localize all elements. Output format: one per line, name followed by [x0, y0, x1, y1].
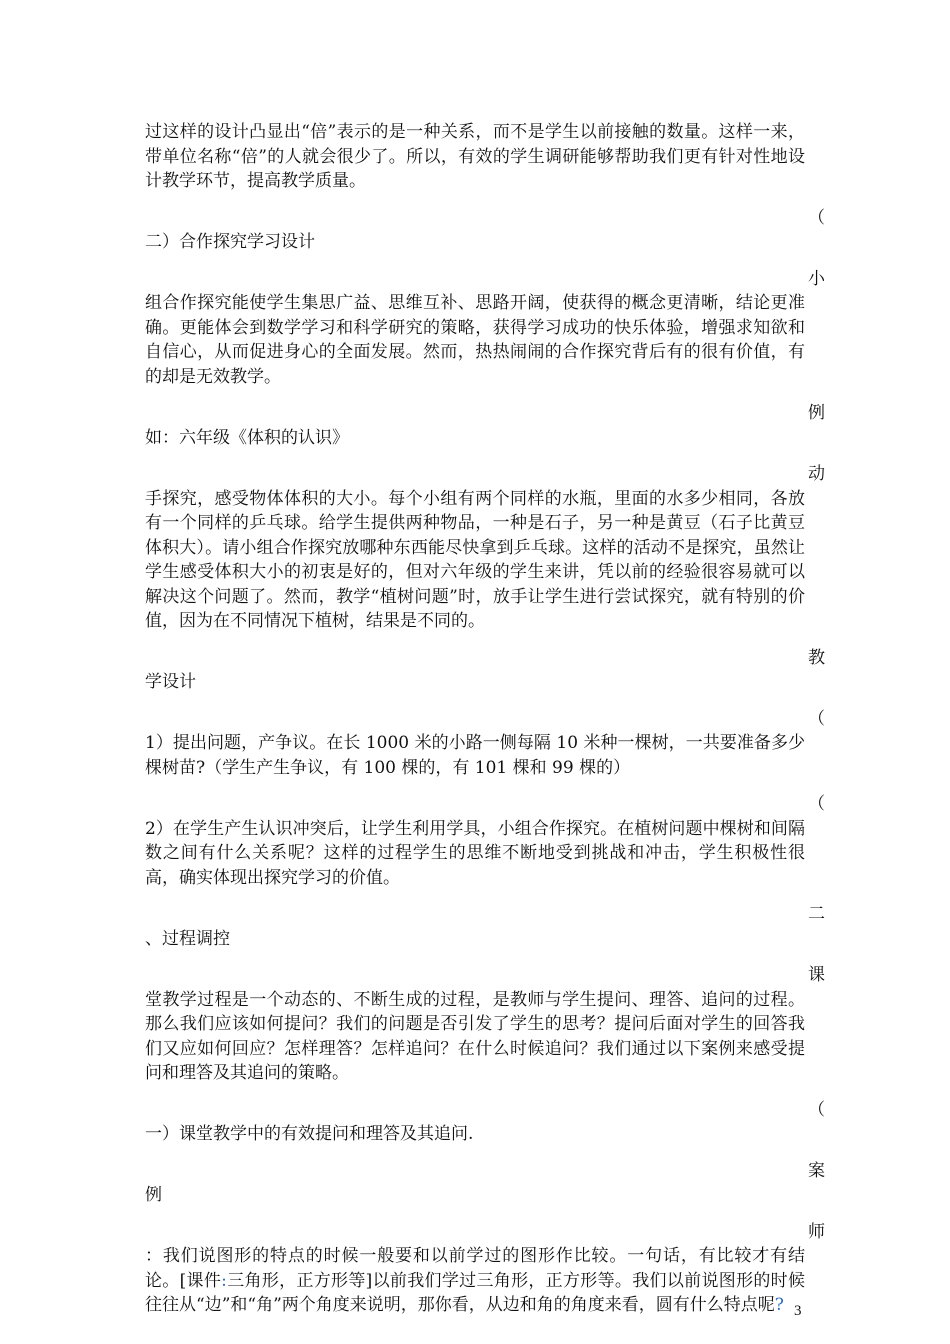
- margin-char-5: 教: [808, 647, 825, 668]
- page-number: 3: [794, 1303, 802, 1319]
- heading-teaching-design: 学设计: [145, 672, 196, 692]
- margin-char-7: （: [808, 794, 825, 814]
- paragraph-6: 堂教学过程是一个动态的、不断生成的过程，是教师与学生提问、理答、追问的过程。那么我们应该如何提问？我们的问题是否引发了学生的思考？提问后面对学生的回答我们又应如何回应？怎样理答？怎样追问？在什么时候追问？我们通过以下案例来感受提问和理答及其追问的策略。: [145, 989, 805, 1083]
- margin-char-2: 小: [808, 268, 825, 289]
- paragraph-7-part-c: 三角形，正方形等]以前我们学过三角形，正方形等。我们以前说图形的时候往往从“边”和“角”两个角度来说明，那你看，从边和角的角度来看，圆有什么特点呢: [145, 1270, 805, 1315]
- paragraph-7-part-a: ：我们说图形的特点的时候一般要和以前学过的图形作比较。一句话，有比较才有结论。[课件: [145, 1246, 805, 1291]
- margin-char-12: 师: [808, 1221, 825, 1242]
- paragraph-1: 过这样的设计凸显出“倍”表示的是一种关系，而不是学生以前接触的数量。这样一来，带单位名称“倍”的人就会很少了。所以，有效的学生调研能够帮助我们更有针对性地设计教学环节，提高教学质量。: [145, 122, 805, 191]
- margin-char-6: （: [808, 708, 825, 729]
- margin-char-9: 课: [808, 965, 825, 985]
- page-content: [145, 120, 825, 1318]
- margin-char-8: 二: [808, 904, 825, 924]
- margin-char-11: 案: [808, 1160, 825, 1181]
- margin-char-3: 例: [808, 403, 825, 423]
- heading-cooperative-design: 二）合作探究学习设计: [145, 232, 315, 252]
- heading-effective-questioning: 一）课堂教学中的有效提问和理答及其追问.: [145, 1124, 474, 1144]
- heading-case: 例: [145, 1185, 162, 1205]
- paragraph-4: 1）提出问题，产争议。在长 1000 米的小路一侧每隔 10 米种一棵树，一共要准备多少棵树苗?（学生产生争议，有 100 棵的，有 101 棵和 99 棵的）: [145, 733, 805, 778]
- paragraph-3: 手探究，感受物体体积的大小。每个小组有两个同样的水瓶，里面的水多少相同，各放有一个同样的乒乓球。给学生提供两种物品，一种是石子，另一种是黄豆（石子比黄豆体积大）。请小组合作探究放哪种东西能尽快拿到乒乓球。这样的活动不是探究，虽然让学生感受体积大小的初衷是好的，但对六年级的学生来讲，凭以前的经验很容易就可以解决这个问题了。然而，教学“植树问题”时，放手让学生进行尝试探究，就有特别的价值，因为在不同情况下植树，结果是不同的。: [145, 488, 805, 631]
- paragraph-7-colon: :: [221, 1270, 227, 1291]
- paragraph-2: 组合作探究能使学生集思广益、思维互补、思路开阔，使获得的概念更清晰，结论更准确。更能体会到数学学习和科学研究的策略，获得学习成功的快乐体验，增强求知欲和自信心，从而促进身心的全面发展。然而，热热闹闹的合作探究背后有的很有价值，有的却是无效教学。: [145, 293, 805, 387]
- margin-char-4: 动: [808, 464, 825, 484]
- paragraph-5: 2）在学生产生认识冲突后，让学生利用学具，小组合作探究。在植树问题中棵树和间隔数之间有什么关系呢？这样的过程学生的思维不断地受到挑战和冲击，学生积极性很高，确实体现出探究学习的价值。: [145, 818, 805, 888]
- heading-example-volume: 如：六年级《体积的认识》: [145, 427, 349, 448]
- paragraph-7: [145, 1244, 805, 1318]
- margin-char-10: （: [808, 1099, 825, 1120]
- margin-char-1: （: [808, 207, 825, 228]
- paragraph-7-question-mark: ?: [774, 1295, 784, 1315]
- heading-process-control: 、过程调控: [145, 928, 230, 949]
